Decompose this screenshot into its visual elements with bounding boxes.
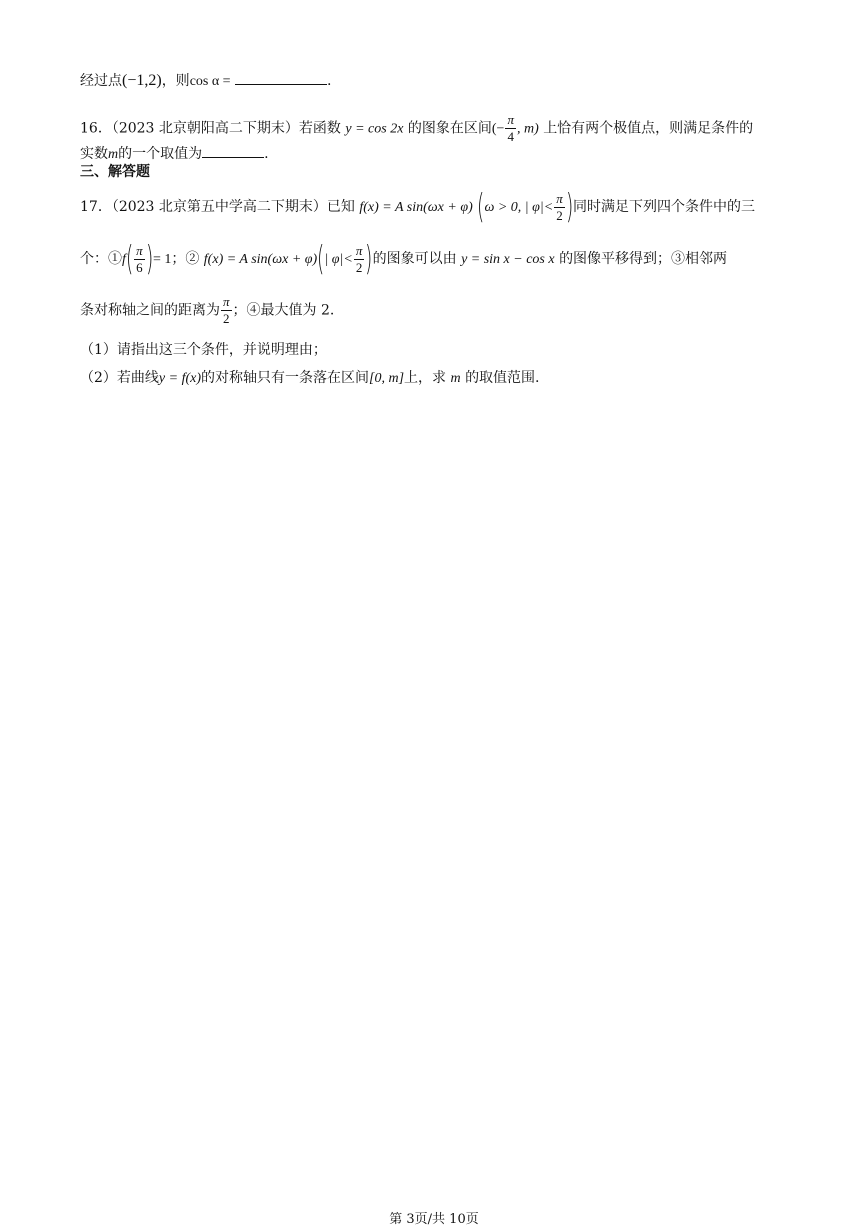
q17-fracc-num: π — [223, 294, 230, 309]
q15-answer-blank — [235, 70, 327, 85]
q17-pi-over-2-b — [354, 243, 365, 276]
left-paren-icon: ( — [477, 187, 485, 227]
q17-part2-m: m — [450, 371, 461, 386]
left-paren-icon: ( — [125, 239, 134, 279]
q16-line1 — [80, 112, 753, 145]
q17-fx2: f(x) = A sin(ωx + φ) — [203, 252, 318, 267]
q17-line3-end: ；④最大值为 2. — [232, 302, 335, 319]
right-paren-icon: ) — [565, 187, 573, 227]
q16-answer-blank — [202, 143, 264, 158]
page-footer: 第 3页/共 10页 — [389, 1212, 479, 1227]
q17-fracb-num: π — [355, 242, 363, 258]
q17-part2-d: 的取值范围. — [465, 370, 540, 386]
q16-end: . — [264, 146, 269, 162]
q17-line2 — [80, 239, 728, 279]
q17-frac6-den: 6 — [136, 259, 143, 275]
q17-yexpr: y = sin x − cos x — [461, 252, 555, 267]
q15-expr: cos α = — [189, 74, 231, 89]
q17-cond-a: ω > 0, | φ|< — [484, 200, 554, 215]
q15-mid: ，则 — [161, 73, 190, 89]
section-title: 三、解答题 — [80, 164, 150, 180]
q17-line3 — [80, 294, 334, 324]
q16-frac-den: 4 — [507, 129, 514, 144]
q17-line2-start: 个：① — [80, 251, 122, 267]
q16-line2-b: 的一个取值为 — [118, 146, 203, 162]
q16-interval-open: (− — [491, 121, 505, 137]
q17-part2-fx: y = f(x) — [158, 371, 202, 386]
q17-pi-over-2-c — [221, 294, 232, 327]
q17-part2 — [80, 368, 540, 389]
q17-text-after: 同时满足下列四个条件中的三 — [572, 199, 755, 215]
q17-fx: f(x) = A sin(ωx + φ) — [359, 200, 473, 215]
q17-fracb-den: 2 — [355, 259, 363, 275]
q16-text2: 的图象在区间 — [407, 120, 492, 137]
q16-source: （2023 北京朝阳高二下期末） — [111, 120, 299, 137]
q17-pi-over-6 — [134, 243, 145, 276]
q17-pi-over-2-a — [554, 191, 565, 224]
q16-frac-num: π — [507, 112, 514, 127]
q16-text1: 若函数 — [298, 120, 341, 137]
q16-interval-close: , m) — [516, 121, 539, 137]
q17-eq1: = 1；② — [152, 252, 200, 267]
q17-frac6-num: π — [136, 242, 143, 258]
q17-part2-a: （2）若曲线 — [80, 370, 159, 386]
q16-line2-a: 实数 — [80, 146, 108, 162]
q16-func: y = cos 2x — [345, 121, 404, 137]
q17-part2-c: 上，求 — [404, 370, 447, 386]
q17-part1: （1）请指出这三个条件，并说明理由； — [80, 342, 327, 358]
q17-source: （2023 北京第五中学高二下期末） — [111, 199, 327, 215]
q16-number: 16． — [80, 120, 112, 137]
q17-part2-interval: [0, m] — [369, 371, 405, 386]
q17-known: 已知 — [326, 199, 355, 215]
q17-line2-mid: 的图象可以由 — [372, 251, 457, 267]
q15-prefix: 经过点 — [80, 73, 122, 89]
q17-cond-b: | φ|< — [324, 252, 353, 267]
q15-suffix: . — [327, 73, 332, 89]
q15-point: (−1,2) — [122, 72, 162, 89]
right-paren-icon: ) — [365, 239, 373, 279]
q17-f: f — [122, 252, 126, 267]
q17-frac-num: π — [556, 190, 563, 206]
q17-fracc-den: 2 — [223, 311, 230, 326]
q16-text3: 上恰有两个极值点，则满足条件的 — [543, 120, 754, 137]
q17-line3-start: 条对称轴之间的距离为 — [80, 302, 220, 319]
q16-m: m — [108, 147, 119, 162]
right-paren-icon: ) — [145, 239, 153, 279]
left-paren-icon: ( — [317, 239, 325, 279]
q17-part2-b: 的对称轴只有一条落在区间 — [201, 370, 370, 386]
q16-pi-over-4 — [505, 112, 516, 145]
q17-frac-den: 2 — [556, 207, 563, 223]
q15-tail-line — [80, 70, 332, 92]
q17-number: 17． — [80, 199, 112, 215]
q17-line1 — [80, 187, 755, 227]
q17-line2-end: 的图像平移得到；③相邻两 — [559, 251, 728, 267]
